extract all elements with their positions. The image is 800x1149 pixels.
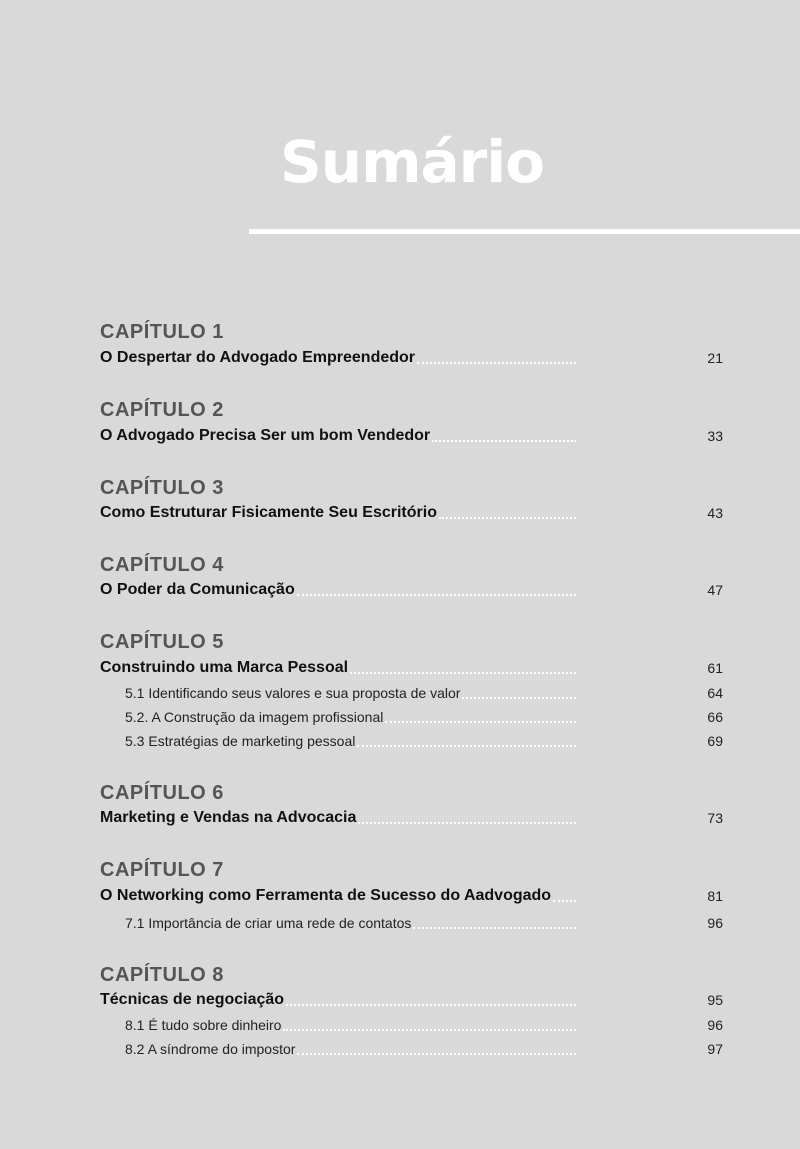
chapter-5-entry[interactable] xyxy=(100,656,723,678)
chapter-3-title: Como Estruturar Fisicamente Seu Escritório xyxy=(100,504,437,521)
section-5-2-entry[interactable] xyxy=(125,705,723,727)
section-5-1-title: 5.1 Identificando seus valores e sua proposta de valor xyxy=(125,685,461,701)
section-8-2-title: 8.2 A síndrome do impostor xyxy=(125,1041,296,1057)
leader-dots xyxy=(553,900,576,902)
section-8-2-page: 97 xyxy=(707,1041,723,1057)
chapter-2-page: 33 xyxy=(707,428,723,444)
section-5-2-title: 5.2. A Construção da imagem profissional xyxy=(125,709,384,725)
section-5-1-entry[interactable] xyxy=(125,681,723,703)
leader-dots xyxy=(417,362,576,364)
chapter-8-entry[interactable] xyxy=(100,988,723,1010)
chapter-7-label: CAPÍTULO 7 xyxy=(100,859,224,881)
chapter-7-title: O Networking como Ferramenta de Sucesso do Aadvogado xyxy=(100,887,552,904)
leader-dots xyxy=(350,672,576,674)
chapter-7-entry[interactable] xyxy=(100,884,723,906)
chapter-1-entry[interactable] xyxy=(100,346,723,368)
section-8-1-page: 96 xyxy=(707,1017,723,1033)
chapter-5-title: Construindo uma Marca Pessoal xyxy=(100,659,349,676)
chapter-3-label: CAPÍTULO 3 xyxy=(100,477,224,499)
chapter-3-entry[interactable] xyxy=(100,501,723,523)
leader-dots xyxy=(385,721,576,723)
page-title: Sumário xyxy=(280,128,544,196)
chapter-6-entry[interactable] xyxy=(100,806,723,828)
chapter-6-title: Marketing e Vendas na Advocacia xyxy=(100,809,357,826)
section-5-3-title: 5.3 Estratégias de marketing pessoal xyxy=(125,733,356,749)
chapter-8-page: 95 xyxy=(707,992,723,1008)
leader-dots xyxy=(297,594,576,596)
section-7-1-entry[interactable] xyxy=(125,911,723,933)
leader-dots xyxy=(357,745,576,747)
section-8-1-title: 8.1 É tudo sobre dinheiro xyxy=(125,1017,282,1033)
chapter-2-title: O Advogado Precisa Ser um bom Vendedor xyxy=(100,427,431,444)
leader-dots xyxy=(439,517,576,519)
chapter-2-label: CAPÍTULO 2 xyxy=(100,399,224,421)
chapter-4-title: O Poder da Comunicação xyxy=(100,581,295,598)
chapter-6-label: CAPÍTULO 6 xyxy=(100,782,224,804)
section-5-2-page: 66 xyxy=(707,709,723,725)
leader-dots xyxy=(413,927,576,929)
chapter-4-page: 47 xyxy=(707,582,723,598)
chapter-7-page: 81 xyxy=(707,888,723,904)
leader-dots xyxy=(358,822,576,824)
section-8-1-entry[interactable] xyxy=(125,1013,723,1035)
section-5-1-page: 64 xyxy=(707,685,723,701)
chapter-5-label: CAPÍTULO 5 xyxy=(100,631,224,653)
section-5-3-entry[interactable] xyxy=(125,729,723,751)
chapter-4-label: CAPÍTULO 4 xyxy=(100,554,224,576)
chapter-1-page: 21 xyxy=(707,350,723,366)
chapter-5-page: 61 xyxy=(707,660,723,676)
section-5-3-page: 69 xyxy=(707,733,723,749)
chapter-6-page: 73 xyxy=(707,810,723,826)
section-7-1-title: 7.1 Importância de criar uma rede de contatos xyxy=(125,915,412,931)
leader-dots xyxy=(297,1053,576,1055)
section-8-2-entry[interactable] xyxy=(125,1037,723,1059)
leader-dots xyxy=(286,1004,576,1006)
section-7-1-page: 96 xyxy=(707,915,723,931)
chapter-8-title: Técnicas de negociação xyxy=(100,991,285,1008)
leader-dots xyxy=(462,697,576,699)
chapter-1-title: O Despertar do Advogado Empreendedor xyxy=(100,349,416,366)
leader-dots xyxy=(432,440,576,442)
chapter-3-page: 43 xyxy=(707,505,723,521)
chapter-2-entry[interactable] xyxy=(100,424,723,446)
chapter-1-label: CAPÍTULO 1 xyxy=(100,321,224,343)
chapter-4-entry[interactable] xyxy=(100,578,723,600)
chapter-8-label: CAPÍTULO 8 xyxy=(100,964,224,986)
leader-dots xyxy=(283,1029,576,1031)
